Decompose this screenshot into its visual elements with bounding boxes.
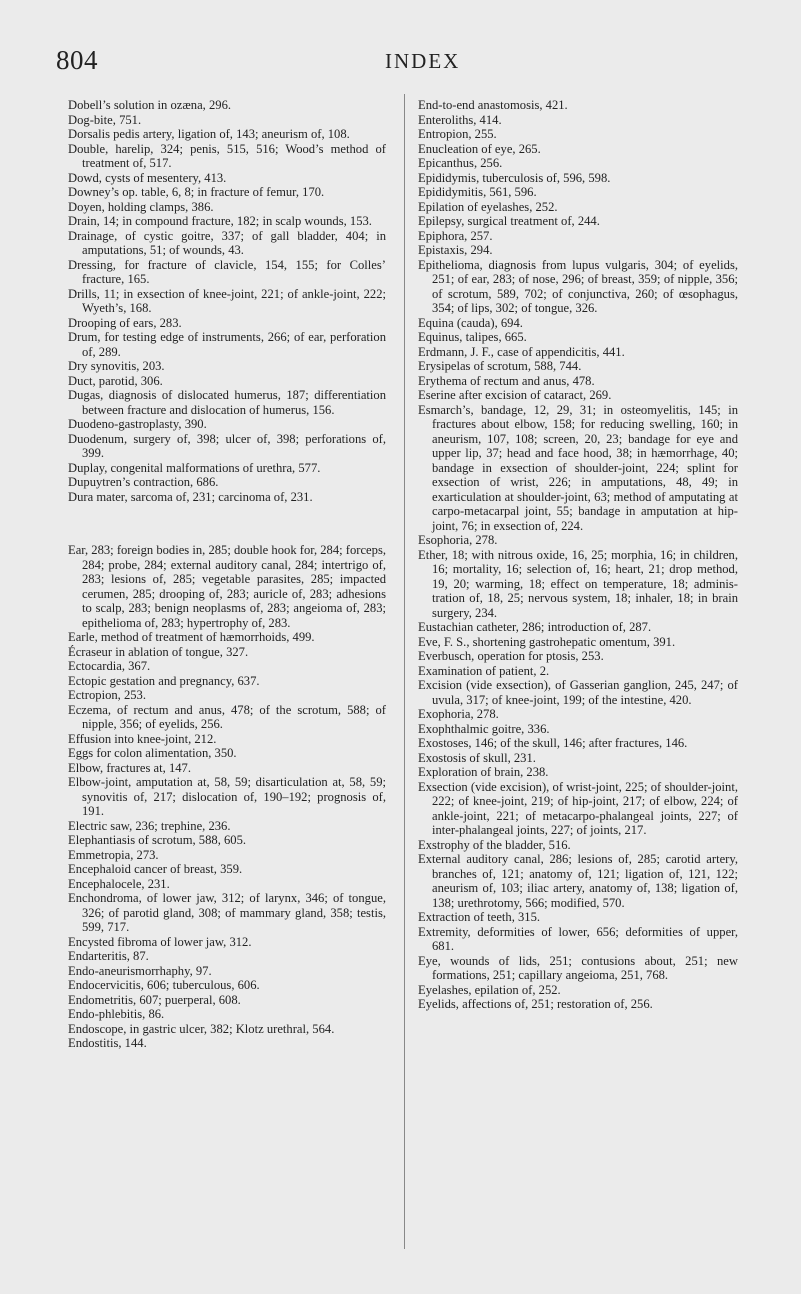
index-entry: Eyelids, affections of, 251; restoration of, 256. [418, 997, 653, 1011]
index-entry: Epilation of eyelashes, 252. [418, 199, 558, 214]
index-entry: Elbow, fractures at, 147. [68, 760, 191, 775]
index-entry: Doyen, holding clamps, 386. [68, 199, 214, 214]
index-entry: Equinus, talipes, 665. [418, 330, 527, 344]
index-entry: Eserine after excision of cataract, 269. [418, 388, 612, 402]
index-entry: Eczema, of rectum and anus, 478; of the scrotum, 588; of nipple, 356; of eyelids, 256. [68, 702, 386, 732]
index-entry: Erdmann, J. F., case of appendicitis, 441. [418, 344, 625, 359]
index-entry: Exploration of brain, 238. [418, 765, 549, 779]
index-entry: Endo-phlebitis, 86. [68, 1007, 165, 1022]
index-entry: Epididymis, tuberculosis of, 596, 598. [418, 170, 611, 185]
index-entry: Exsection (vide excision), of wrist-joint, 225; of shoulder-joint, 222; of knee-joint, 219; of hip-joint, 217; of elbow, 224; of ankle-joint, 221; of metacarpo-phalangeal joints, 227; of inter-phalangeal joints, 227; of joints, 217. [418, 779, 738, 837]
index-entry: Emmetropia, 273. [68, 847, 159, 862]
section-gap [68, 517, 386, 531]
index-entry: Encysted fibroma of lower jaw, 312. [68, 934, 252, 949]
index-entry: Electric saw, 236; trephine, 236. [68, 818, 231, 833]
index-entry: Endoscope, in gastric ulcer, 382; Klotz urethral, 564. [68, 1021, 335, 1036]
index-entry: Epididymitis, 561, 596. [418, 185, 537, 199]
index-entry: Ectopic gestation and pregnancy, 637. [68, 673, 260, 688]
index-entry: External auditory canal, 286; lesions of, 285; carotid artery, branches of, 121; anatomy of, 121; ligation of, 121, 122; aneurism of, 103; iliac artery, anatomy of, 138; ligation of, 138; urethrotomy, 566; modified, 570. [418, 852, 738, 910]
index-entry: Dobell’s solution in ozæna, 296. [68, 98, 232, 112]
index-entry: Exostoses, 146; of the skull, 146; after fractures, 146. [418, 736, 688, 750]
index-entry: Excision (vide exsection), of Gasserian ganglion, 245, 247; of uvula, 317; of knee-joint, 199; of the intestine, 420. [418, 678, 738, 707]
index-entry: Everbusch, operation for ptosis, 253. [418, 649, 604, 663]
index-entry: Drainage, of cystic goitre, 337; of gall bladder, 404; in amputations, 51; of wounds, 43. [68, 228, 386, 257]
index-entry: Equina (cauda), 694. [418, 315, 523, 330]
column-divider [404, 94, 405, 1249]
index-entry: Endocervicitis, 606; tuberculous, 606. [68, 978, 260, 993]
index-entry: Extraction of teeth, 315. [418, 910, 541, 924]
index-entry: Dugas, diagnosis of dislocated humerus, 187; differentiation between fracture and dislocation of humerus, 156. [68, 388, 386, 417]
index-entry: Ear, 283; foreign bodies in, 285; double hook for, 284; forceps, 284; probe, 284; external auditory canal, 284; intertrigo of, 283; lesions of, 285; vegetable parasites, 285; impacted cerumen, 285; drooping of, 283; auricle of, 283; adhesions to scalp, 283; benign neoplasms of, 283; angeioma of, 283; epithelioma of, 283; hypertrophy of, 283. [68, 543, 386, 630]
index-entry: Exophthalmic goitre, 336. [418, 721, 550, 736]
index-entry: Eyelashes, epilation of, 252. [418, 982, 561, 997]
index-entry: End-to-end anastomosis, 421. [418, 98, 568, 112]
index-entry: Enchondroma, of lower jaw, 312; of larynx, 346; of tongue, 326; of parotid gland, 308; of mammary gland, 358; testis, 599, 717. [68, 891, 386, 935]
index-entry: Ectropion, 253. [68, 688, 146, 703]
index-entry: Dorsalis pedis artery, ligation of, 143; aneurism of, 108. [68, 127, 350, 141]
index-entry: Écraseur in ablation of tongue, 327. [68, 644, 249, 659]
index-entry: Eve, F. S., shortening gastrohepatic omentum, 391. [418, 634, 676, 649]
index-entry: Extremity, deformities of lower, 656; deformities of upper, 681. [418, 924, 738, 953]
index-entry: Elephantiasis of scrotum, 588, 605. [68, 833, 247, 848]
page-header [0, 45, 801, 79]
index-entry: Drooping of ears, 283. [68, 315, 182, 330]
index-entry: Effusion into knee-joint, 212. [68, 731, 217, 746]
index-entry: Erythema of rectum and anus, 478. [418, 373, 595, 388]
index-entry: Dowd, cysts of mesentery, 413. [68, 170, 227, 185]
index-entry: Examination of patient, 2. [418, 663, 550, 678]
index-entry: Double, harelip, 324; penis, 515, 516; Wood’s method of treatment of, 517. [68, 141, 386, 170]
index-entry: Endo-aneurismorrhaphy, 97. [68, 963, 212, 978]
index-entry: Encephalocele, 231. [68, 876, 170, 891]
index-entry: Exostosis of skull, 231. [418, 750, 536, 765]
index-entry: Ectocardia, 367. [68, 659, 151, 674]
index-entry: Elbow-joint, amputation at, 58, 59; disarticulation at, 58, 59; synovitis of, 217; dislocation of, 190–192; prognosis of, 191. [68, 775, 386, 819]
index-entry: Drills, 11; in exsection of knee-joint, 221; of ankle-joint, 222; Wyeth’s, 168. [68, 286, 386, 315]
index-entry: Epiphora, 257. [418, 228, 493, 243]
index-entry: Exstrophy of the bladder, 516. [418, 837, 571, 852]
index-entry: Dura mater, sarcoma of, 231; carcinoma of, 231. [68, 489, 313, 504]
left-column [68, 98, 386, 1051]
index-entry: Dry synovitis, 203. [68, 359, 165, 373]
index-entry: Dog-bite, 751. [68, 112, 142, 127]
index-entry: Endarteritis, 87. [68, 949, 149, 964]
index-entry: Epicanthus, 256. [418, 156, 503, 170]
right-column [418, 98, 738, 1012]
index-entry: Exophoria, 278. [418, 707, 499, 721]
index-entry: Dressing, for fracture of clavicle, 154, 155; for Colles’ fracture, 165. [68, 257, 386, 286]
index-entry: Epistaxis, 294. [418, 243, 493, 257]
index-entry: Eye, wounds of lids, 251; contusions about, 251; new formations, 251; capillary angeioma, 251, 768. [418, 953, 738, 982]
running-head: INDEX [385, 49, 461, 73]
index-entry: Entropion, 255. [418, 127, 497, 141]
index-entry: Duct, parotid, 306. [68, 373, 163, 388]
index-entry: Epithelioma, diagnosis from lupus vulgaris, 304; of eyelids, 251; of ear, 283; of nose, 296; of breast, 359; of nipple, 356; of scrotum, 589, 702; of conjunctiva, 260; of œsophagus, 354; of lips, 302; of tongue, 326. [418, 257, 738, 315]
index-entry: Drain, 14; in compound fracture, 182; in scalp wounds, 153. [68, 214, 372, 228]
index-entry: Dupuytren’s contraction, 686. [68, 475, 219, 489]
index-entry: Duplay, congenital malformations of urethra, 577. [68, 460, 321, 475]
index-entry: Enteroliths, 414. [418, 112, 502, 127]
index-entry: Ether, 18; with nitrous oxide, 16, 25; morphia, 16; in children, 16; mortality, 16; selection of, 16; heart, 21; drop method, 19, 20; warming, 18; effect on temperature, 18; administration of, 18, 25; nervous system, 18; inhaler, 18; in brain surgery, 234. [418, 547, 738, 620]
index-entry: Eggs for colon alimentation, 350. [68, 746, 237, 761]
index-entry: Eustachian catheter, 286; introduction of, 287. [418, 620, 652, 634]
index-entry: Endometritis, 607; puerperal, 608. [68, 992, 241, 1007]
page-number: 804 [56, 45, 98, 75]
index-entry: Duodeno-gastroplasty, 390. [68, 417, 207, 431]
index-entry: Earle, method of treatment of hæmorrhoids, 499. [68, 630, 315, 645]
index-entry: Enucleation of eye, 265. [418, 141, 541, 156]
index-entry: Erysipelas of scrotum, 588, 744. [418, 359, 582, 373]
index-entry: Encephaloid cancer of breast, 359. [68, 862, 243, 877]
index-entry: Esmarch’s, bandage, 12, 29, 31; in osteomyelitis, 145; in fractures about elbow, 158; for reducing swelling, 160; in aneurism, 107, 108; screen, 20, 23; bandage for eye and upper lip, 37; head and face hood, 38; in hæmorrhage, 40; bandage in exsection of shoulder-joint, 224; splint for exsection of wrist, 226; in amputations, 48, 49; in exarticulation at shoulder-joint, 63; method of amputating at carpo-metacarpal joint, 55; bandage in amputation at hip-joint, 76; in exsection of, 224. [418, 402, 738, 533]
index-entry: Endostitis, 144. [68, 1036, 147, 1051]
index-entry: Downey’s op. table, 6, 8; in fracture of femur, 170. [68, 185, 325, 199]
index-entry: Esophoria, 278. [418, 533, 498, 547]
index-entry: Drum, for testing edge of instruments, 266; of ear, perforation of, 289. [68, 330, 386, 359]
index-entry: Duodenum, surgery of, 398; ulcer of, 398; perforations of, 399. [68, 431, 386, 460]
index-entry: Epilepsy, surgical treatment of, 244. [418, 214, 600, 228]
